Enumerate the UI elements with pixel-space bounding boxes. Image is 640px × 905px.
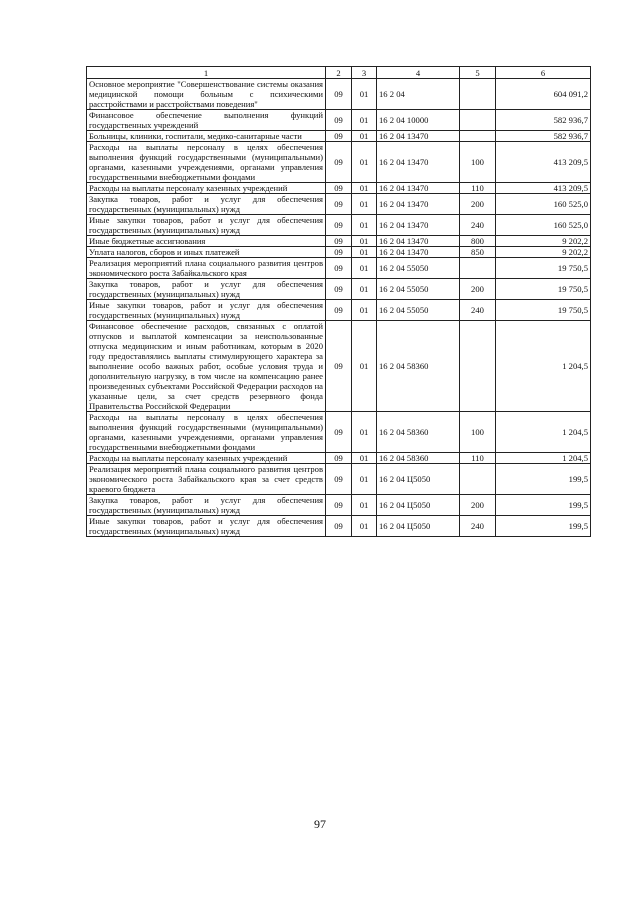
header-cell-5: 5 (460, 67, 496, 79)
row-target-code: 16 2 04 13470 (377, 236, 460, 247)
row-section: 09 (326, 194, 352, 215)
row-expense-type (460, 79, 496, 110)
row-section: 09 (326, 142, 352, 183)
row-name: Иные закупки товаров, работ и услуг для обеспечения государственных (муниципальных) нужд (87, 215, 326, 236)
row-target-code: 16 2 04 13470 (377, 194, 460, 215)
table-row (87, 258, 591, 279)
row-name: Больницы, клиники, госпитали, медико-санитарные части (87, 131, 326, 142)
header-cell-1: 1 (87, 67, 326, 79)
row-subsection: 01 (352, 516, 377, 537)
row-amount: 19 750,5 (496, 300, 591, 321)
row-subsection: 01 (352, 321, 377, 412)
row-expense-type (460, 321, 496, 412)
row-name: Реализация мероприятий плана социального развития центров экономического роста Забайкальского края (87, 258, 326, 279)
row-expense-type (460, 110, 496, 131)
row-amount: 582 936,7 (496, 131, 591, 142)
row-amount: 160 525,0 (496, 215, 591, 236)
row-name: Иные закупки товаров, работ и услуг для обеспечения государственных (муниципальных) нужд (87, 516, 326, 537)
row-target-code: 16 2 04 55050 (377, 300, 460, 321)
row-section: 09 (326, 247, 352, 258)
row-name: Закупка товаров, работ и услуг для обеспечения государственных (муниципальных) нужд (87, 194, 326, 215)
row-name: Расходы на выплаты персоналу казенных учреждений (87, 183, 326, 194)
table-row (87, 236, 591, 247)
row-amount: 604 091,2 (496, 79, 591, 110)
row-amount: 160 525,0 (496, 194, 591, 215)
row-target-code: 16 2 04 (377, 79, 460, 110)
row-amount: 413 209,5 (496, 183, 591, 194)
row-amount: 413 209,5 (496, 142, 591, 183)
row-name: Уплата налогов, сборов и иных платежей (87, 247, 326, 258)
row-amount: 1 204,5 (496, 453, 591, 464)
row-name: Основное мероприятие "Совершенствование системы оказания медицинской помощи больным с психическими расстройствами и расстройствами поведения" (87, 79, 326, 110)
table-row (87, 110, 591, 131)
row-expense-type: 100 (460, 142, 496, 183)
row-subsection: 01 (352, 194, 377, 215)
row-section: 09 (326, 412, 352, 453)
row-section: 09 (326, 300, 352, 321)
row-target-code: 16 2 04 Ц5050 (377, 495, 460, 516)
row-subsection: 01 (352, 236, 377, 247)
row-name: Финансовое обеспечение расходов, связанных с оплатой отпусков и выплатой компенсации за неиспользованные отпуска медицинским и иным работникам, которым в 2020 году предоставлялись выплаты стимулирующего характера за выполнение особо важных работ, особые условия труда и дополнительную нагрузку, в том числе на компенсацию ранее произведенных субъектами Российской Федерации расходов на указанные цели, за счет средств резервного фонда Правительства Российской Федерации (87, 321, 326, 412)
row-amount: 19 750,5 (496, 258, 591, 279)
row-expense-type: 240 (460, 300, 496, 321)
table-row (87, 495, 591, 516)
row-expense-type: 800 (460, 236, 496, 247)
row-amount: 9 202,2 (496, 247, 591, 258)
row-subsection: 01 (352, 495, 377, 516)
table-row (87, 300, 591, 321)
row-section: 09 (326, 215, 352, 236)
row-name: Закупка товаров, работ и услуг для обеспечения государственных (муниципальных) нужд (87, 495, 326, 516)
row-name: Финансовое обеспечение выполнения функций государственных учреждений (87, 110, 326, 131)
row-section: 09 (326, 464, 352, 495)
row-amount: 199,5 (496, 516, 591, 537)
row-name: Иные закупки товаров, работ и услуг для обеспечения государственных (муниципальных) нужд (87, 300, 326, 321)
row-expense-type: 110 (460, 183, 496, 194)
row-expense-type: 200 (460, 279, 496, 300)
row-section: 09 (326, 183, 352, 194)
row-name: Расходы на выплаты персоналу казенных учреждений (87, 453, 326, 464)
row-expense-type (460, 464, 496, 495)
row-target-code: 16 2 04 58360 (377, 321, 460, 412)
table-row (87, 412, 591, 453)
row-subsection: 01 (352, 412, 377, 453)
table-row (87, 215, 591, 236)
page-number: 97 (314, 817, 326, 831)
table-row (87, 131, 591, 142)
row-amount: 9 202,2 (496, 236, 591, 247)
row-subsection: 01 (352, 131, 377, 142)
row-section: 09 (326, 258, 352, 279)
row-target-code: 16 2 04 13470 (377, 183, 460, 194)
row-target-code: 16 2 04 Ц5050 (377, 464, 460, 495)
row-subsection: 01 (352, 215, 377, 236)
row-section: 09 (326, 236, 352, 247)
row-target-code: 16 2 04 13470 (377, 131, 460, 142)
table-row (87, 183, 591, 194)
row-section: 09 (326, 131, 352, 142)
table-row (87, 453, 591, 464)
row-name: Закупка товаров, работ и услуг для обеспечения государственных (муниципальных) нужд (87, 279, 326, 300)
row-name: Реализация мероприятий плана социального развития центров экономического роста Забайкальского края за счет средств краевого бюджета (87, 464, 326, 495)
row-expense-type (460, 131, 496, 142)
row-section: 09 (326, 321, 352, 412)
row-name: Расходы на выплаты персоналу в целях обеспечения выполнения функций государственными (муниципальными) органами, казенными учреждениями, органами управления государственными внебюджетными фондами (87, 412, 326, 453)
row-subsection: 01 (352, 247, 377, 258)
row-subsection: 01 (352, 300, 377, 321)
row-name: Иные бюджетные ассигнования (87, 236, 326, 247)
table-row (87, 194, 591, 215)
row-amount: 19 750,5 (496, 279, 591, 300)
row-section: 09 (326, 110, 352, 131)
row-expense-type (460, 258, 496, 279)
row-target-code: 16 2 04 10000 (377, 110, 460, 131)
row-subsection: 01 (352, 142, 377, 183)
row-expense-type: 100 (460, 412, 496, 453)
row-name: Расходы на выплаты персоналу в целях обеспечения выполнения функций государственными (муниципальными) органами, казенными учреждениями, органами управления государственными внебюджетными фондами (87, 142, 326, 183)
table-row (87, 516, 591, 537)
row-expense-type: 240 (460, 215, 496, 236)
row-subsection: 01 (352, 183, 377, 194)
row-amount: 199,5 (496, 464, 591, 495)
row-target-code: 16 2 04 13470 (377, 142, 460, 183)
table-row (87, 279, 591, 300)
row-amount: 199,5 (496, 495, 591, 516)
row-subsection: 01 (352, 279, 377, 300)
row-target-code: 16 2 04 13470 (377, 247, 460, 258)
row-target-code: 16 2 04 58360 (377, 412, 460, 453)
table-body (87, 79, 591, 537)
table-row (87, 79, 591, 110)
row-target-code: 16 2 04 13470 (377, 215, 460, 236)
row-subsection: 01 (352, 453, 377, 464)
row-amount: 582 936,7 (496, 110, 591, 131)
row-subsection: 01 (352, 110, 377, 131)
row-expense-type: 200 (460, 495, 496, 516)
row-section: 09 (326, 516, 352, 537)
table-row (87, 464, 591, 495)
table-row (87, 321, 591, 412)
row-subsection: 01 (352, 258, 377, 279)
row-target-code: 16 2 04 55050 (377, 279, 460, 300)
row-target-code: 16 2 04 58360 (377, 453, 460, 464)
table-row (87, 247, 591, 258)
row-expense-type: 110 (460, 453, 496, 464)
row-section: 09 (326, 495, 352, 516)
row-amount: 1 204,5 (496, 321, 591, 412)
header-cell-2: 2 (326, 67, 352, 79)
header-cell-3: 3 (352, 67, 377, 79)
table-row (87, 142, 591, 183)
row-subsection: 01 (352, 79, 377, 110)
row-subsection: 01 (352, 464, 377, 495)
row-section: 09 (326, 79, 352, 110)
row-expense-type: 200 (460, 194, 496, 215)
header-cell-4: 4 (377, 67, 460, 79)
header-row (87, 67, 591, 79)
table-header (87, 67, 591, 79)
header-cell-6: 6 (496, 67, 591, 79)
row-expense-type: 240 (460, 516, 496, 537)
row-section: 09 (326, 279, 352, 300)
row-target-code: 16 2 04 Ц5050 (377, 516, 460, 537)
row-target-code: 16 2 04 55050 (377, 258, 460, 279)
row-section: 09 (326, 453, 352, 464)
row-amount: 1 204,5 (496, 412, 591, 453)
row-expense-type: 850 (460, 247, 496, 258)
budget-table (86, 66, 591, 537)
